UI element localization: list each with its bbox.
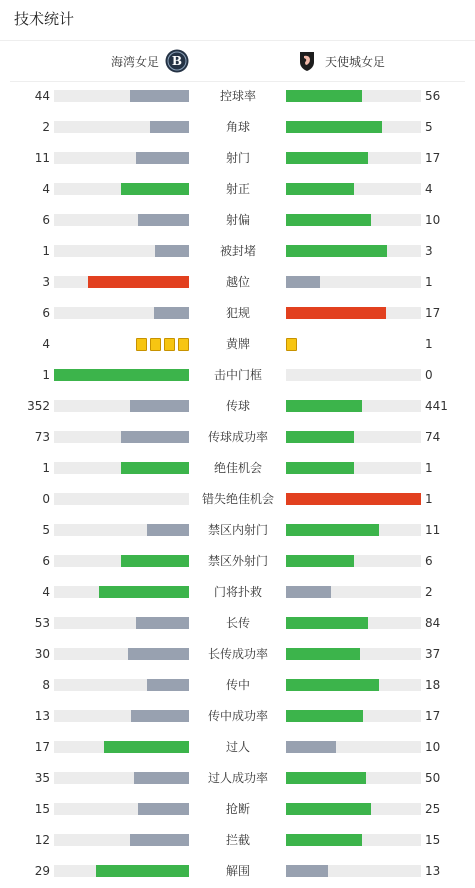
- yellow-card-icon: [286, 338, 297, 351]
- away-stat-value: 50: [425, 771, 441, 785]
- away-stat-bar-fill: [286, 617, 368, 629]
- home-stat-bar-fill: [121, 431, 189, 443]
- home-stat-bar-fill: [150, 121, 189, 133]
- away-stat-bar-fill: [286, 214, 371, 226]
- stat-row: [0, 639, 475, 670]
- home-stat-bar-fill: [136, 617, 189, 629]
- away-stat-value: 2: [425, 585, 433, 599]
- away-stat-bar-track: [286, 648, 421, 660]
- stat-row: [0, 391, 475, 422]
- stat-label: 拦截: [225, 833, 250, 847]
- stat-label: 射正: [225, 182, 250, 196]
- home-stat-value: 13: [34, 709, 50, 723]
- away-stat-value: 17: [425, 151, 441, 165]
- away-stat-value: 5: [425, 120, 433, 134]
- away-stat-bar-track: [286, 245, 421, 257]
- away-stat-value: 17: [425, 709, 441, 723]
- home-stat-value: 35: [34, 771, 50, 785]
- home-yellow-cards: [136, 338, 189, 351]
- home-stat-bar-track: [54, 400, 189, 412]
- home-stat-value: 53: [34, 616, 50, 630]
- home-stat-bar-fill: [136, 152, 189, 164]
- stat-label: 长传: [225, 616, 250, 630]
- home-stat-value: 30: [34, 647, 50, 661]
- home-stat-bar-fill: [147, 679, 189, 691]
- home-stat-value: 4: [42, 337, 50, 351]
- away-stat-bar-fill: [286, 772, 366, 784]
- home-stat-bar-fill: [130, 834, 189, 846]
- away-stat-bar-track: [286, 865, 421, 877]
- home-stat-bar-fill: [131, 710, 189, 722]
- stat-row: [0, 205, 475, 236]
- yellow-card-icon: [150, 338, 161, 351]
- home-stat-bar-track: [54, 524, 189, 536]
- away-team-name: 天使城女足: [325, 54, 386, 69]
- away-stat-value: 1: [425, 337, 433, 351]
- stat-label: 射偏: [225, 213, 250, 227]
- stat-label: 传球: [225, 399, 250, 413]
- home-stat-value: 4: [42, 182, 50, 196]
- away-stat-bar-track: [286, 183, 421, 195]
- stat-row: [0, 670, 475, 701]
- away-stat-value: 13: [425, 864, 441, 878]
- home-stat-bar-track: [54, 865, 189, 877]
- away-stat-bar-track: [286, 307, 421, 319]
- home-stat-bar-fill: [138, 803, 189, 815]
- away-stat-bar-fill: [286, 183, 354, 195]
- home-team-crest-icon: [165, 49, 189, 73]
- home-stat-bar-track: [54, 803, 189, 815]
- stat-label: 传中: [225, 678, 250, 692]
- stat-label: 禁区内射门: [207, 523, 268, 537]
- away-stat-bar-fill: [286, 834, 362, 846]
- away-stat-value: 1: [425, 275, 433, 289]
- stat-label: 被封堵: [219, 244, 256, 258]
- away-stat-bar-fill: [286, 586, 331, 598]
- home-stat-value: 1: [42, 368, 50, 382]
- away-stat-value: 17: [425, 306, 441, 320]
- section-title: 技术统计: [14, 10, 75, 28]
- away-stat-value: 56: [425, 89, 441, 103]
- home-stat-value: 0: [42, 492, 50, 506]
- away-stat-bar-fill: [286, 524, 379, 536]
- away-stat-bar-track: [286, 803, 421, 815]
- away-team-crest-icon: [295, 49, 319, 73]
- away-stat-bar-fill: [286, 555, 354, 567]
- home-stat-bar-track: [54, 90, 189, 102]
- stat-row: [0, 329, 475, 360]
- stat-row: [0, 608, 475, 639]
- stat-label: 射门: [225, 151, 250, 165]
- home-stat-bar-fill: [121, 462, 189, 474]
- away-stat-bar-fill: [286, 121, 382, 133]
- away-stat-value: 74: [425, 430, 441, 444]
- yellow-card-icon: [178, 338, 189, 351]
- stat-row: [0, 236, 475, 267]
- home-stat-value: 73: [34, 430, 50, 444]
- stat-row: [0, 515, 475, 546]
- stat-row: [0, 422, 475, 453]
- away-stat-value: 441: [425, 399, 448, 413]
- away-stat-bar-track: [286, 834, 421, 846]
- away-stat-value: 10: [425, 213, 441, 227]
- stat-label: 绝佳机会: [213, 461, 262, 475]
- stat-label: 角球: [225, 120, 250, 134]
- away-stat-bar-track: [286, 431, 421, 443]
- away-stat-bar-track: [286, 90, 421, 102]
- stat-row: [0, 732, 475, 763]
- away-yellow-cards: [286, 338, 297, 351]
- home-stat-bar-fill: [134, 772, 189, 784]
- home-stat-bar-fill: [121, 555, 189, 567]
- home-stat-bar-track: [54, 214, 189, 226]
- away-stat-bar-track: [286, 741, 421, 753]
- stat-label: 门将扑救: [213, 585, 262, 599]
- away-stat-bar-fill: [286, 648, 360, 660]
- stat-label: 长传成功率: [207, 647, 268, 661]
- home-stat-value: 44: [34, 89, 50, 103]
- away-stat-value: 0: [425, 368, 433, 382]
- away-stat-value: 4: [425, 182, 433, 196]
- home-stat-value: 5: [42, 523, 50, 537]
- away-stat-bar-track: [286, 214, 421, 226]
- stat-label: 传中成功率: [207, 709, 268, 723]
- stat-row: [0, 360, 475, 391]
- home-stat-value: 1: [42, 244, 50, 258]
- stat-label: 禁区外射门: [207, 554, 268, 568]
- stat-row: [0, 794, 475, 825]
- stat-row: [0, 701, 475, 732]
- away-stat-bar-track: [286, 524, 421, 536]
- stat-label: 击中门框: [213, 368, 262, 382]
- home-stat-bar-fill: [104, 741, 189, 753]
- home-stat-value: 6: [42, 554, 50, 568]
- home-stat-bar-fill: [99, 586, 189, 598]
- home-team-name: 海湾女足: [110, 54, 159, 69]
- away-stat-bar-fill: [286, 679, 379, 691]
- home-stat-bar-track: [54, 276, 189, 288]
- stat-row: [0, 577, 475, 608]
- home-stat-bar-fill: [54, 369, 189, 381]
- away-stat-bar-track: [286, 710, 421, 722]
- away-stat-bar-track: [286, 400, 421, 412]
- divider: [0, 40, 475, 41]
- home-crest-letter: B: [171, 54, 183, 68]
- away-stat-bar-fill: [286, 462, 354, 474]
- home-stat-bar-track: [54, 462, 189, 474]
- away-stat-value: 10: [425, 740, 441, 754]
- home-stat-value: 8: [42, 678, 50, 692]
- stat-label: 黄牌: [225, 337, 250, 351]
- home-stat-value: 15: [34, 802, 50, 816]
- away-stat-bar-track: [286, 276, 421, 288]
- home-stat-bar-track: [54, 710, 189, 722]
- away-stat-value: 15: [425, 833, 441, 847]
- away-stat-bar-fill: [286, 400, 362, 412]
- away-stat-value: 18: [425, 678, 441, 692]
- stat-label: 过人成功率: [207, 771, 268, 785]
- home-stat-value: 3: [42, 275, 50, 289]
- home-stat-value: 17: [34, 740, 50, 754]
- home-stat-value: 4: [42, 585, 50, 599]
- home-stat-value: 29: [34, 864, 50, 878]
- home-stat-bar-fill: [128, 648, 189, 660]
- stat-row: [0, 174, 475, 205]
- stat-label: 控球率: [219, 89, 256, 103]
- away-stat-bar-fill: [286, 90, 362, 102]
- home-stat-value: 2: [42, 120, 50, 134]
- home-stat-bar-track: [54, 648, 189, 660]
- yellow-card-icon: [136, 338, 147, 351]
- stat-label: 传球成功率: [207, 430, 268, 444]
- stat-label: 抢断: [225, 802, 250, 816]
- stat-label: 犯规: [225, 306, 250, 320]
- stat-row: [0, 267, 475, 298]
- home-stat-bar-track: [54, 493, 189, 505]
- home-stat-bar-track: [54, 772, 189, 784]
- stat-row: [0, 453, 475, 484]
- home-stat-bar-track: [54, 307, 189, 319]
- home-stat-bar-track: [54, 834, 189, 846]
- home-team-header: [111, 49, 189, 73]
- stat-row: [0, 763, 475, 794]
- home-stat-bar-fill: [96, 865, 189, 877]
- stat-label: 解围: [225, 864, 250, 878]
- stat-row: [0, 825, 475, 856]
- stat-label: 错失绝佳机会: [201, 492, 274, 506]
- home-stat-bar-track: [54, 121, 189, 133]
- away-stat-value: 1: [425, 492, 433, 506]
- home-stat-bar-track: [54, 741, 189, 753]
- away-stat-value: 37: [425, 647, 441, 661]
- away-stat-bar-track: [286, 462, 421, 474]
- away-stat-bar-fill: [286, 152, 368, 164]
- away-stat-bar-track: [286, 617, 421, 629]
- home-stat-value: 11: [34, 151, 50, 165]
- stat-row: [0, 856, 475, 887]
- away-stat-bar-fill: [286, 710, 363, 722]
- away-stat-value: 84: [425, 616, 441, 630]
- home-stat-bar-track: [54, 431, 189, 443]
- home-stat-bar-track: [54, 183, 189, 195]
- stat-row: [0, 298, 475, 329]
- away-stat-bar-fill: [286, 493, 421, 505]
- away-stat-bar-track: [286, 493, 421, 505]
- away-stat-bar-fill: [286, 803, 371, 815]
- away-stat-bar-fill: [286, 245, 387, 257]
- home-stat-bar-track: [54, 555, 189, 567]
- stat-row: [0, 143, 475, 174]
- stat-row: [0, 81, 475, 112]
- away-stat-bar-track: [286, 772, 421, 784]
- away-stat-value: 6: [425, 554, 433, 568]
- away-stat-bar-fill: [286, 741, 336, 753]
- stat-label: 越位: [225, 275, 250, 289]
- away-stat-bar-fill: [286, 276, 320, 288]
- yellow-card-icon: [164, 338, 175, 351]
- home-stat-value: 6: [42, 306, 50, 320]
- home-stat-value: 12: [34, 833, 50, 847]
- home-stat-bar-fill: [147, 524, 189, 536]
- away-stat-value: 25: [425, 802, 441, 816]
- away-stat-bar-track: [286, 121, 421, 133]
- home-stat-bar-track: [54, 586, 189, 598]
- home-stat-bar-track: [54, 245, 189, 257]
- away-stat-bar-track: [286, 369, 421, 381]
- away-stat-bar-fill: [286, 865, 328, 877]
- away-stat-value: 1: [425, 461, 433, 475]
- away-stat-bar-track: [286, 152, 421, 164]
- home-stat-bar-fill: [155, 245, 189, 257]
- away-stat-bar-fill: [286, 307, 386, 319]
- away-stat-bar-fill: [286, 431, 354, 443]
- away-stat-value: 11: [425, 523, 441, 537]
- home-stat-bar-track: [54, 152, 189, 164]
- home-stat-bar-fill: [88, 276, 189, 288]
- home-stat-bar-track: [54, 679, 189, 691]
- home-stat-bar-fill: [138, 214, 189, 226]
- away-stat-value: 3: [425, 244, 433, 258]
- stat-row: [0, 546, 475, 577]
- home-stat-value: 352: [27, 399, 50, 413]
- home-stat-bar-track: [54, 369, 189, 381]
- away-stat-bar-track: [286, 679, 421, 691]
- stat-row: [0, 112, 475, 143]
- away-stat-bar-track: [286, 586, 421, 598]
- stat-row: [0, 484, 475, 515]
- home-stat-value: 1: [42, 461, 50, 475]
- away-team-header: [295, 49, 385, 73]
- home-stat-bar-fill: [121, 183, 189, 195]
- home-stat-bar-fill: [154, 307, 189, 319]
- home-stat-bar-fill: [130, 400, 189, 412]
- home-stat-bar-track: [54, 617, 189, 629]
- home-stat-value: 6: [42, 213, 50, 227]
- stat-label: 过人: [225, 740, 250, 754]
- home-stat-bar-fill: [130, 90, 189, 102]
- away-stat-bar-track: [286, 555, 421, 567]
